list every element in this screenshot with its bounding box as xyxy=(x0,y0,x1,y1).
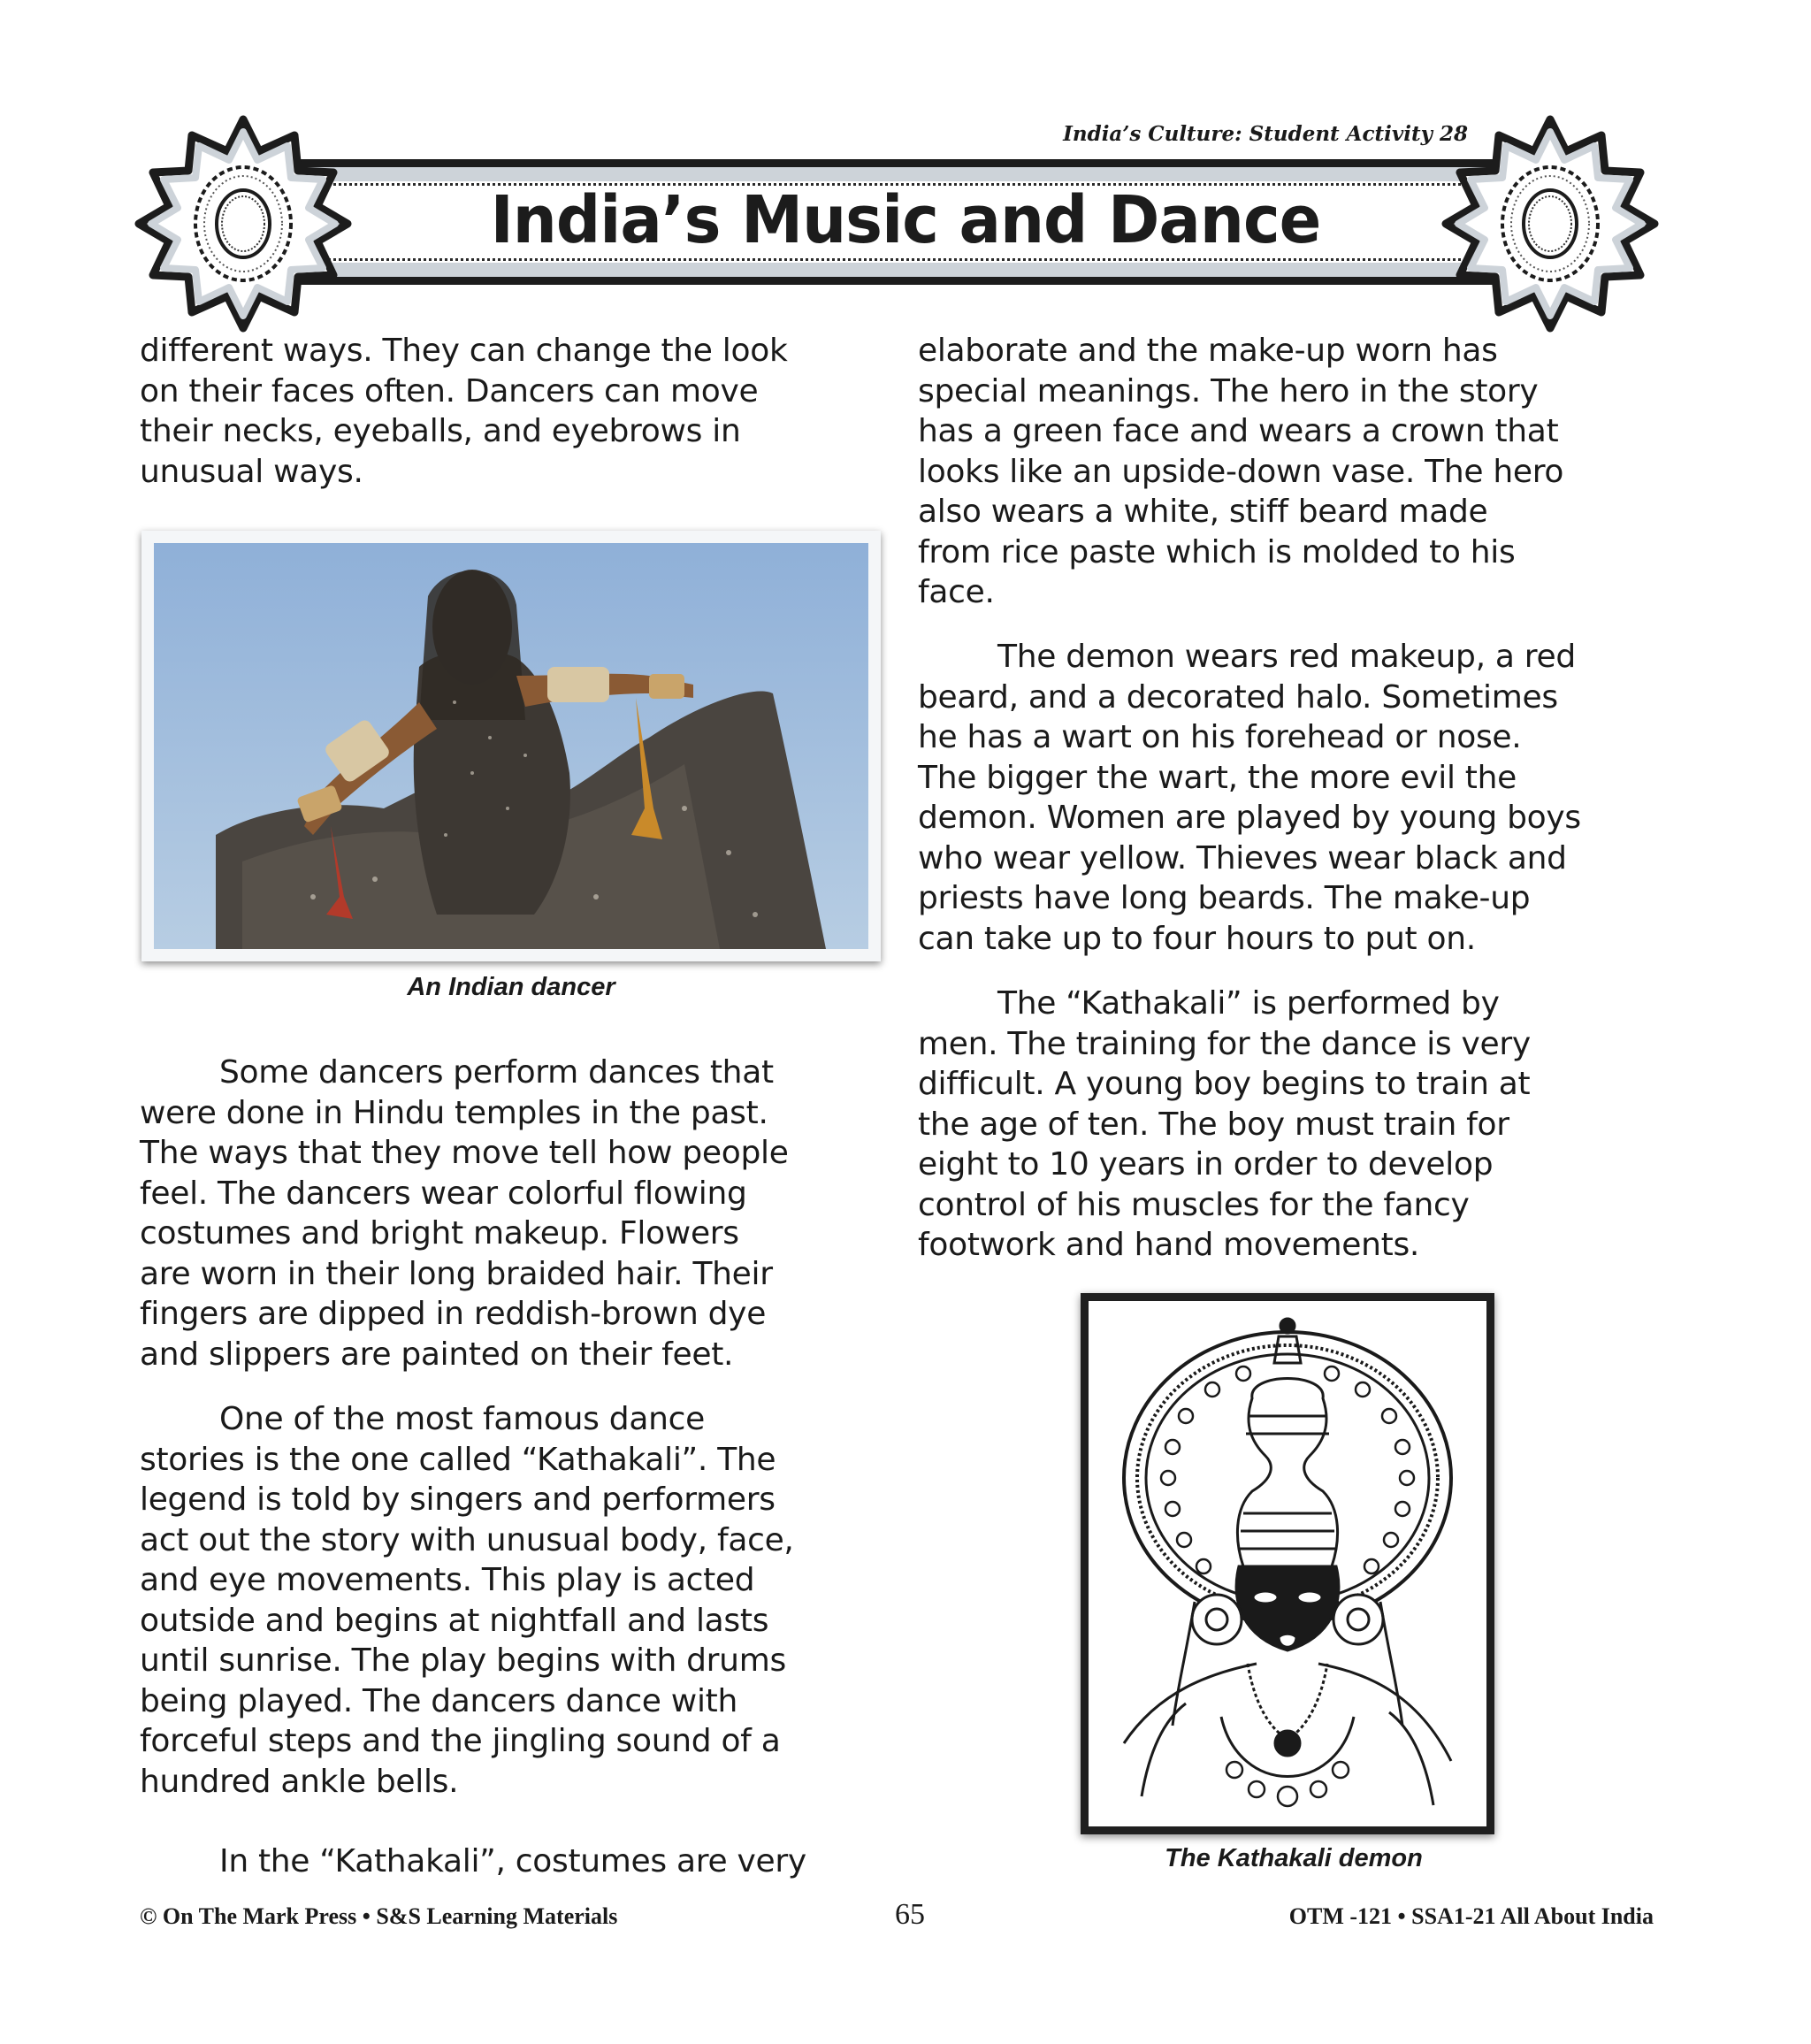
kathakali-demon-illustration xyxy=(1089,1301,1486,1826)
activity-subtitle: India’s Culture: Student Activity 28 xyxy=(1063,122,1468,146)
lotus-rosette-icon xyxy=(133,113,354,334)
dancer-photo-frame xyxy=(141,531,881,961)
footer-publisher: © On The Mark Press • S&S Learning Materials xyxy=(140,1903,618,1929)
page-title: India’s Music and Dance xyxy=(490,182,1321,258)
drawing-caption: The Kathakali demon xyxy=(1165,1844,1423,1872)
footer-book-code: OTM -121 • SSA1-21 All About India xyxy=(1288,1903,1654,1929)
dancer-silhouette-image xyxy=(154,543,868,949)
banner-border xyxy=(264,277,1547,285)
paragraph-continued: different ways. They can change the look on their faces often. Dancers can move their necks, eyeballs, and eyebrows in unusual ways. xyxy=(140,333,788,490)
lotus-rosette-icon xyxy=(1440,113,1661,334)
photo-caption: An Indian dancer xyxy=(407,973,615,1001)
banner-band xyxy=(264,263,1547,277)
paragraph-demon-makeup: The demon wears red makeup, a red beard, and a decorated halo. Sometimes he has a wart on his forehead or nose. The bigger the wart, the more evil the demon. Women are played by young boys who wear yellow. Thieves wear black and priests have long beards. The make-up can take up to four hours to put on. xyxy=(918,639,1581,957)
paragraph-kathakali-story: One of the most famous dance stories is the one called “Kathakali”. The legend is told by singers and performers act out the story with unusual body, face, and eye movements. This play is acted outside and begins at nightfall and lasts until sunrise. The play begins with drums being played. The dancers dance with forceful steps and the jingling sound of a hundred ankle bells. xyxy=(140,1401,794,1800)
kathakali-drawing-frame xyxy=(1081,1293,1494,1834)
paragraph-hero-makeup: elaborate and the make-up worn has special meanings. The hero in the story has a green face and wears a crown that looks like an upside-down vase. The hero also wears a white, stiff beard made from rice paste which is molded to his face. xyxy=(918,333,1564,610)
paragraph-temple-dances: Some dancers perform dances that were done in Hindu temples in the past. The ways that they move tell how people feel. The dancers wear colorful flowing costumes and bright makeup. Flowers are worn in their long braided hair. Their fingers are dipped in reddish-brown dye and slippers are painted on their feet. xyxy=(140,1054,789,1373)
paragraph-costumes: In the “Kathakali”, costumes are very xyxy=(219,1843,806,1879)
title-banner xyxy=(264,159,1547,285)
paragraph-kathakali-training: The “Kathakali” is performed by men. The training for the dance is very difficult. A young boy begins to train at the age of ten. The boy must train for eight to 10 years in order to develop control of his muscles for the fancy footwork and hand movements. xyxy=(918,985,1531,1263)
banner-border xyxy=(264,159,1547,167)
banner-dotted-rule xyxy=(271,258,1540,261)
dancer-photo xyxy=(154,543,868,949)
banner-band xyxy=(264,167,1547,181)
page-number: 65 xyxy=(895,1898,925,1931)
